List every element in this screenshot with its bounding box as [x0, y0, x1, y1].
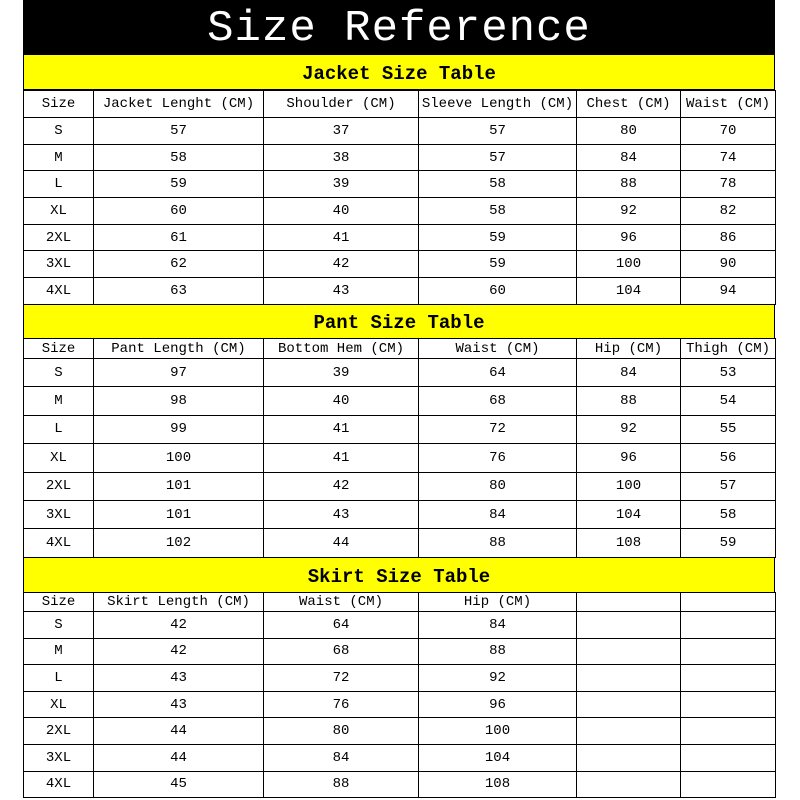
- jacket-table-title: Jacket Size Table: [23, 54, 775, 90]
- value-cell: 104: [577, 500, 681, 528]
- value-cell: 59: [94, 171, 264, 198]
- column-header: [577, 593, 681, 612]
- value-cell: 101: [94, 500, 264, 528]
- table-row: [24, 612, 776, 639]
- jacket-size-table: [23, 90, 776, 305]
- value-cell: [577, 665, 681, 692]
- table-row: [24, 198, 776, 225]
- skirt-table-title: Skirt Size Table: [23, 557, 775, 593]
- value-cell: 59: [419, 251, 577, 278]
- value-cell: 80: [419, 472, 577, 500]
- value-cell: 40: [264, 387, 419, 415]
- value-cell: 43: [94, 665, 264, 692]
- table-row: [24, 472, 776, 500]
- value-cell: 59: [681, 529, 776, 557]
- value-cell: 90: [681, 251, 776, 278]
- column-header: Shoulder (CM): [264, 91, 419, 118]
- value-cell: [681, 744, 776, 771]
- header-row: [24, 339, 776, 359]
- size-cell: 4XL: [24, 771, 94, 798]
- value-cell: 39: [264, 171, 419, 198]
- value-cell: 60: [419, 278, 577, 305]
- value-cell: 88: [577, 387, 681, 415]
- table-row: [24, 415, 776, 443]
- table-row: [24, 359, 776, 387]
- value-cell: 94: [681, 278, 776, 305]
- value-cell: 43: [264, 278, 419, 305]
- value-cell: 55: [681, 415, 776, 443]
- value-cell: 54: [681, 387, 776, 415]
- column-header: Chest (CM): [577, 91, 681, 118]
- value-cell: 100: [577, 251, 681, 278]
- column-header: Hip (CM): [419, 593, 577, 612]
- value-cell: 74: [681, 144, 776, 171]
- column-header: Size: [24, 339, 94, 359]
- value-cell: 58: [419, 198, 577, 225]
- value-cell: [577, 638, 681, 665]
- size-cell: XL: [24, 691, 94, 718]
- value-cell: [681, 638, 776, 665]
- value-cell: 102: [94, 529, 264, 557]
- value-cell: 40: [264, 198, 419, 225]
- size-cell: M: [24, 387, 94, 415]
- pant-table-title: Pant Size Table: [23, 304, 775, 339]
- value-cell: 70: [681, 118, 776, 145]
- value-cell: 86: [681, 224, 776, 251]
- value-cell: [681, 665, 776, 692]
- value-cell: 44: [94, 718, 264, 745]
- value-cell: 61: [94, 224, 264, 251]
- value-cell: 72: [419, 415, 577, 443]
- value-cell: [681, 718, 776, 745]
- value-cell: 97: [94, 359, 264, 387]
- table-row: [24, 500, 776, 528]
- size-cell: 4XL: [24, 278, 94, 305]
- column-header: Hip (CM): [577, 339, 681, 359]
- column-header: Size: [24, 91, 94, 118]
- column-header: Skirt Length (CM): [94, 593, 264, 612]
- value-cell: 58: [419, 171, 577, 198]
- value-cell: 68: [419, 387, 577, 415]
- value-cell: 38: [264, 144, 419, 171]
- column-header: Pant Length (CM): [94, 339, 264, 359]
- value-cell: 64: [264, 612, 419, 639]
- value-cell: 44: [94, 744, 264, 771]
- value-cell: [577, 612, 681, 639]
- value-cell: 44: [264, 529, 419, 557]
- value-cell: 100: [577, 472, 681, 500]
- value-cell: 57: [419, 118, 577, 145]
- value-cell: 84: [264, 744, 419, 771]
- column-header: Waist (CM): [264, 593, 419, 612]
- size-cell: M: [24, 638, 94, 665]
- value-cell: 104: [419, 744, 577, 771]
- value-cell: 99: [94, 415, 264, 443]
- value-cell: 42: [264, 472, 419, 500]
- value-cell: 98: [94, 387, 264, 415]
- table-row: [24, 144, 776, 171]
- column-header: Jacket Lenght (CM): [94, 91, 264, 118]
- value-cell: 104: [577, 278, 681, 305]
- size-cell: S: [24, 359, 94, 387]
- table-row: [24, 387, 776, 415]
- value-cell: 84: [419, 612, 577, 639]
- size-cell: 2XL: [24, 718, 94, 745]
- value-cell: 58: [94, 144, 264, 171]
- value-cell: [577, 691, 681, 718]
- value-cell: 100: [94, 444, 264, 472]
- value-cell: [577, 744, 681, 771]
- value-cell: 96: [577, 224, 681, 251]
- value-cell: 41: [264, 415, 419, 443]
- skirt-size-table: [23, 592, 776, 798]
- table-row: [24, 171, 776, 198]
- size-cell: S: [24, 612, 94, 639]
- table-row: [24, 718, 776, 745]
- column-header: Bottom Hem (CM): [264, 339, 419, 359]
- value-cell: 100: [419, 718, 577, 745]
- column-header: Thigh (CM): [681, 339, 776, 359]
- table-row: [24, 444, 776, 472]
- value-cell: 64: [419, 359, 577, 387]
- value-cell: 88: [419, 529, 577, 557]
- value-cell: 96: [577, 444, 681, 472]
- size-cell: 3XL: [24, 744, 94, 771]
- value-cell: 57: [681, 472, 776, 500]
- value-cell: 42: [94, 612, 264, 639]
- value-cell: 58: [681, 500, 776, 528]
- column-header: Waist (CM): [681, 91, 776, 118]
- value-cell: 56: [681, 444, 776, 472]
- table-row: [24, 744, 776, 771]
- value-cell: 63: [94, 278, 264, 305]
- value-cell: 62: [94, 251, 264, 278]
- table-row: [24, 118, 776, 145]
- value-cell: 72: [264, 665, 419, 692]
- table-row: [24, 691, 776, 718]
- size-cell: S: [24, 118, 94, 145]
- value-cell: 42: [94, 638, 264, 665]
- value-cell: 82: [681, 198, 776, 225]
- value-cell: 84: [577, 359, 681, 387]
- value-cell: 60: [94, 198, 264, 225]
- column-header: [681, 593, 776, 612]
- table-row: [24, 529, 776, 557]
- size-cell: L: [24, 665, 94, 692]
- table-row: [24, 251, 776, 278]
- value-cell: 41: [264, 444, 419, 472]
- size-cell: 4XL: [24, 529, 94, 557]
- value-cell: 57: [94, 118, 264, 145]
- size-cell: 3XL: [24, 251, 94, 278]
- size-cell: 3XL: [24, 500, 94, 528]
- size-cell: L: [24, 415, 94, 443]
- column-header: Size: [24, 593, 94, 612]
- column-header: Waist (CM): [419, 339, 577, 359]
- size-cell: M: [24, 144, 94, 171]
- value-cell: 59: [419, 224, 577, 251]
- value-cell: 68: [264, 638, 419, 665]
- table-row: [24, 638, 776, 665]
- table-row: [24, 224, 776, 251]
- value-cell: 101: [94, 472, 264, 500]
- value-cell: 80: [264, 718, 419, 745]
- table-row: [24, 278, 776, 305]
- value-cell: 108: [419, 771, 577, 798]
- size-cell: 2XL: [24, 472, 94, 500]
- size-cell: 2XL: [24, 224, 94, 251]
- value-cell: 92: [577, 198, 681, 225]
- size-cell: L: [24, 171, 94, 198]
- column-header: Sleeve Length (CM): [419, 91, 577, 118]
- value-cell: [681, 612, 776, 639]
- value-cell: 41: [264, 224, 419, 251]
- value-cell: 88: [419, 638, 577, 665]
- value-cell: 76: [419, 444, 577, 472]
- pant-size-table: [23, 338, 776, 558]
- value-cell: 96: [419, 691, 577, 718]
- value-cell: 88: [264, 771, 419, 798]
- table-row: [24, 665, 776, 692]
- value-cell: [577, 771, 681, 798]
- table-row: [24, 771, 776, 798]
- value-cell: 43: [264, 500, 419, 528]
- header-row: [24, 91, 776, 118]
- value-cell: [681, 771, 776, 798]
- value-cell: [577, 718, 681, 745]
- value-cell: 45: [94, 771, 264, 798]
- value-cell: 92: [577, 415, 681, 443]
- value-cell: 76: [264, 691, 419, 718]
- value-cell: 53: [681, 359, 776, 387]
- value-cell: 88: [577, 171, 681, 198]
- value-cell: 37: [264, 118, 419, 145]
- header-row: [24, 593, 776, 612]
- value-cell: 42: [264, 251, 419, 278]
- value-cell: 57: [419, 144, 577, 171]
- value-cell: 43: [94, 691, 264, 718]
- value-cell: 80: [577, 118, 681, 145]
- size-cell: XL: [24, 198, 94, 225]
- value-cell: 39: [264, 359, 419, 387]
- value-cell: 92: [419, 665, 577, 692]
- page-title: Size Reference: [23, 0, 775, 54]
- value-cell: [681, 691, 776, 718]
- size-cell: XL: [24, 444, 94, 472]
- value-cell: 108: [577, 529, 681, 557]
- value-cell: 78: [681, 171, 776, 198]
- value-cell: 84: [419, 500, 577, 528]
- value-cell: 84: [577, 144, 681, 171]
